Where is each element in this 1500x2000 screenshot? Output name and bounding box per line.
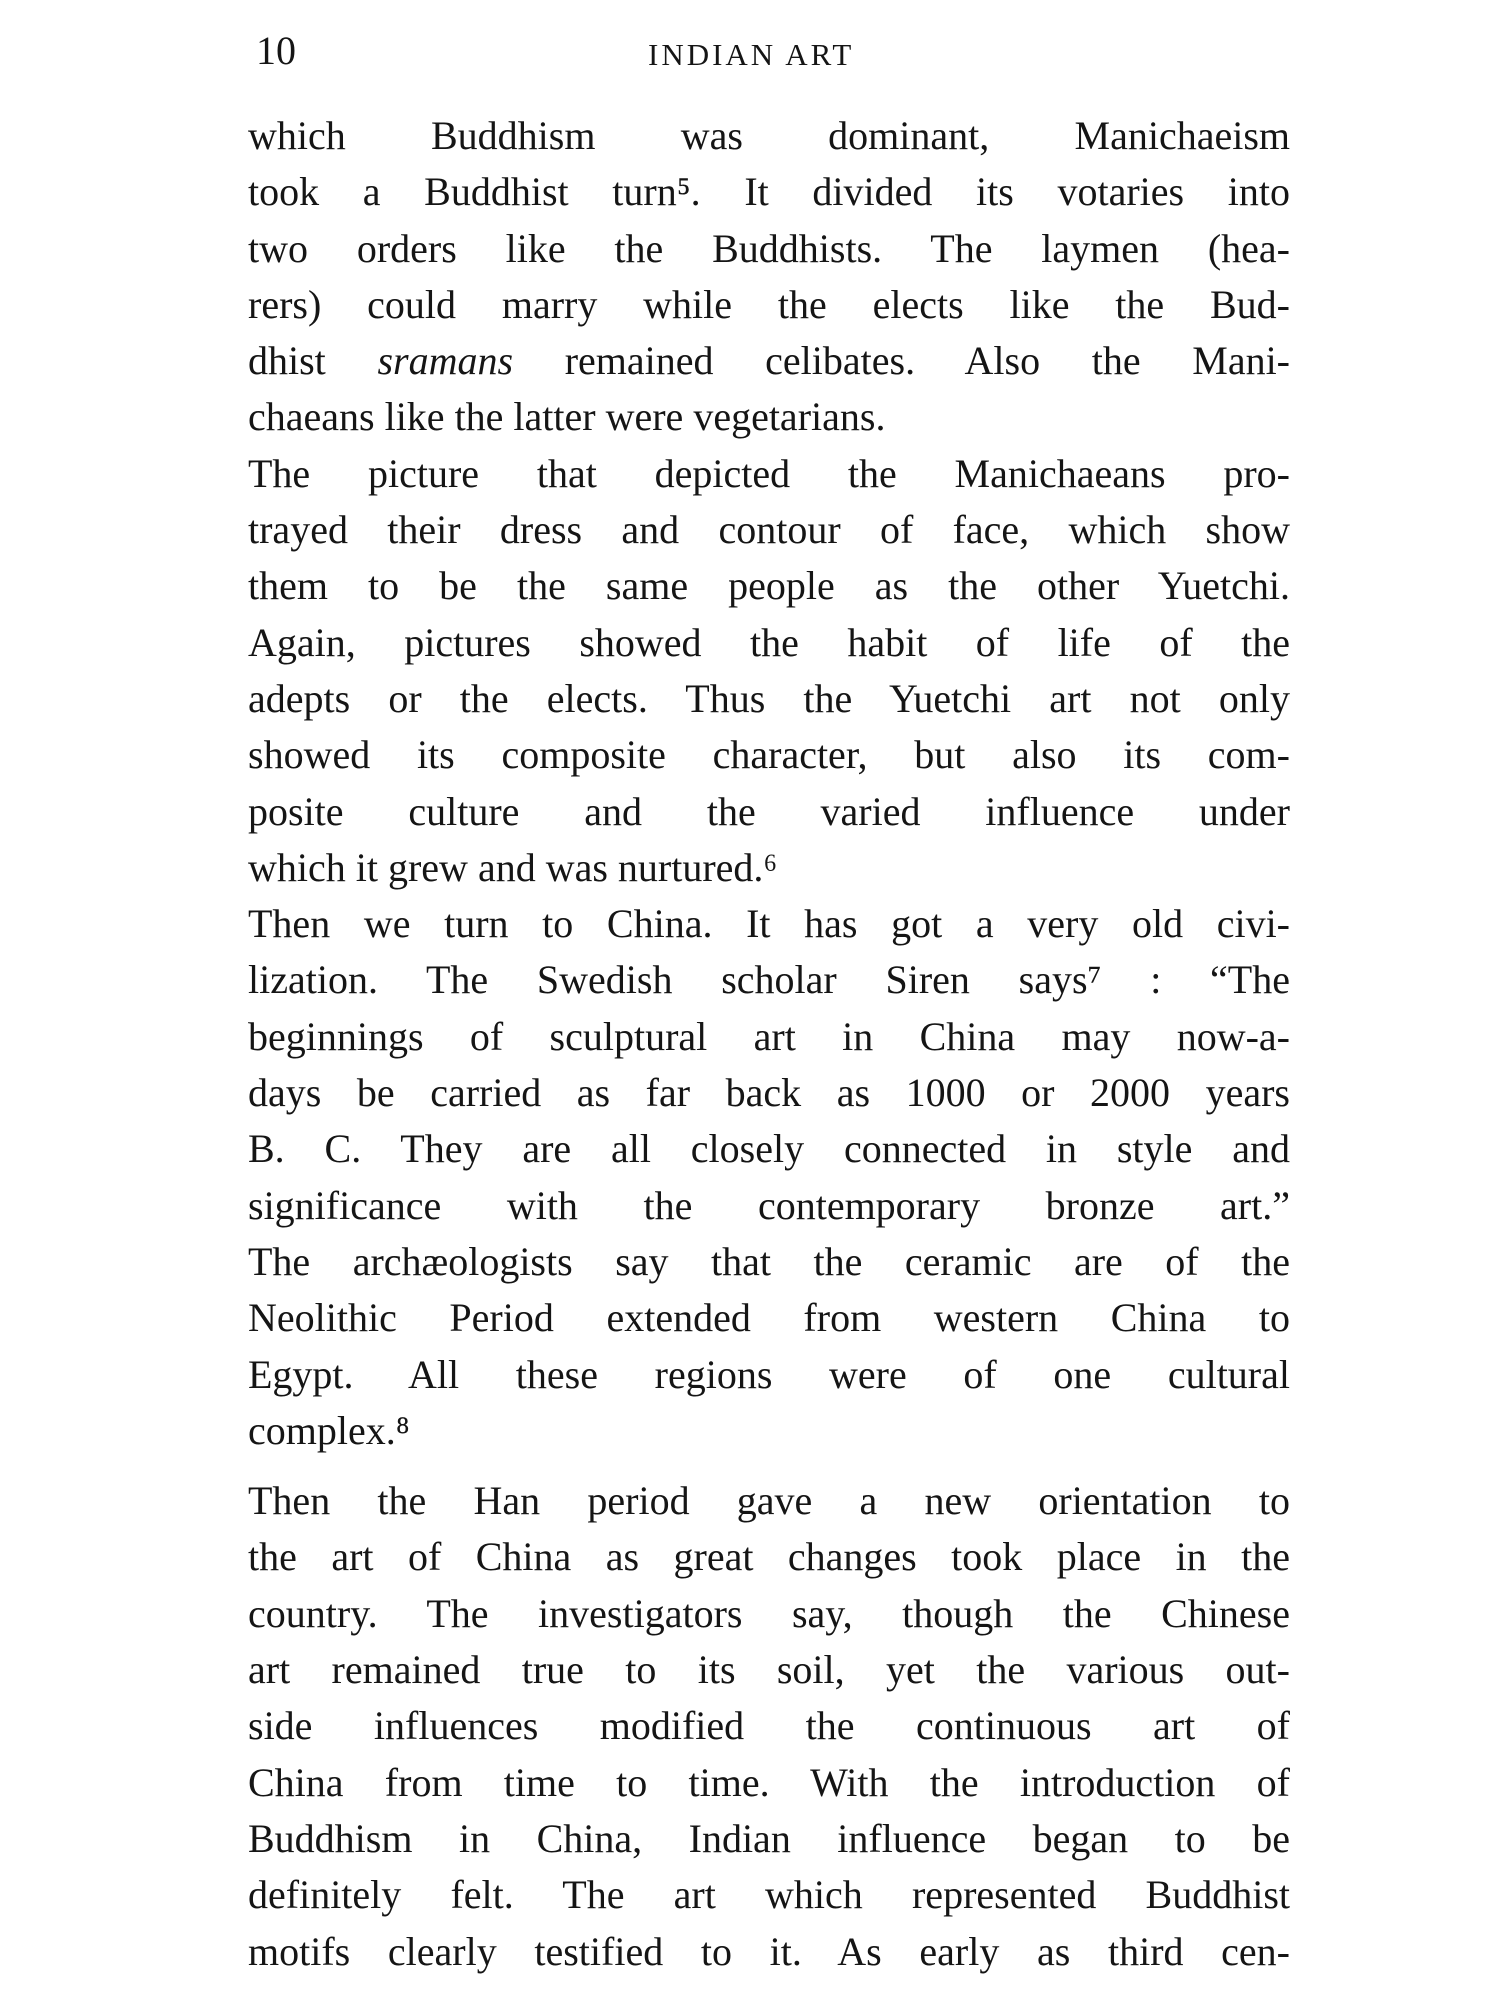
text-line: Egypt. All these regions were of one cultural xyxy=(248,1351,1290,1397)
text-line: Neolithic Period extended from western China to xyxy=(248,1295,1290,1341)
italic-word: sramans xyxy=(377,338,514,384)
text-line: the art of China as great changes took place in the xyxy=(248,1534,1290,1580)
text-line: The archæologists say that the ceramic are of the xyxy=(248,1238,1290,1284)
text-line: days be carried as far back as 1000 or 2000 years xyxy=(248,1070,1290,1116)
page-number: 10 xyxy=(256,28,296,73)
running-head: INDIAN ART xyxy=(648,37,855,72)
text-line: took a Buddhist turn⁵. It divided its votaries into xyxy=(248,169,1290,215)
paragraph-1 xyxy=(248,108,1290,446)
paragraph-4 xyxy=(248,1473,1290,1980)
text-line: country. The investigators say, though the Chinese xyxy=(248,1590,1290,1636)
text-line: posite culture and the varied influence under xyxy=(248,788,1290,834)
text-line: Buddhism in China, Indian influence began to be xyxy=(248,1815,1290,1861)
text-line: Again, pictures showed the habit of life of the xyxy=(248,619,1290,665)
text-line: trayed their dress and contour of face, which show xyxy=(248,507,1290,553)
paragraph-3 xyxy=(248,896,1290,1459)
text-line: China from time to time. With the introduction of xyxy=(248,1759,1290,1805)
text-line: which Buddhism was dominant, Manichaeism xyxy=(248,113,1290,158)
text-line: two orders like the Buddhists. The laymen (hea- xyxy=(248,225,1290,271)
text-line: motifs clearly testified to it. As early as third cen- xyxy=(248,1928,1290,1974)
paragraph-spacer xyxy=(248,1459,1290,1473)
text-line: showed its composite character, but also its com- xyxy=(248,732,1290,778)
text-line: rers) could marry while the elects like the Bud- xyxy=(248,281,1290,327)
text-line-with-italic xyxy=(248,333,1290,389)
paragraph-2 xyxy=(248,446,1290,896)
text-line: side influences modified the continuous art of xyxy=(248,1703,1290,1749)
text-line: them to be the same people as the other Yuetchi. xyxy=(248,563,1290,609)
text-fragment: dhist xyxy=(248,338,378,384)
text-line: adepts or the elects. Thus the Yuetchi art not only xyxy=(248,675,1290,721)
text-line: The picture that depicted the Manichaeans pro- xyxy=(248,450,1290,496)
text-line: art remained true to its soil, yet the various out- xyxy=(248,1647,1290,1693)
text-line: Then the Han period gave a new orientation to xyxy=(248,1478,1290,1524)
text-line: Then we turn to China. It has got a very old civi- xyxy=(248,901,1290,947)
text-line: definitely felt. The art which represented Buddhist xyxy=(248,1872,1290,1918)
text-line: chaeans like the latter were vegetarians. xyxy=(248,394,886,440)
body-text xyxy=(248,108,1290,1980)
text-line: lization. The Swedish scholar Siren says⁷ : “The xyxy=(248,957,1290,1003)
text-line: which it grew and was nurtured.⁶ xyxy=(248,844,778,890)
text-line: beginnings of sculptural art in China may now-a- xyxy=(248,1013,1290,1059)
text-line: complex.⁸ xyxy=(248,1407,410,1453)
page-header xyxy=(256,26,1290,76)
text-line: B. C. They are all closely connected in style and xyxy=(248,1126,1290,1172)
text-line: significance with the contemporary bronze art.” xyxy=(248,1182,1290,1228)
text-fragment: remained celibates. Also the Mani- xyxy=(513,338,1290,384)
